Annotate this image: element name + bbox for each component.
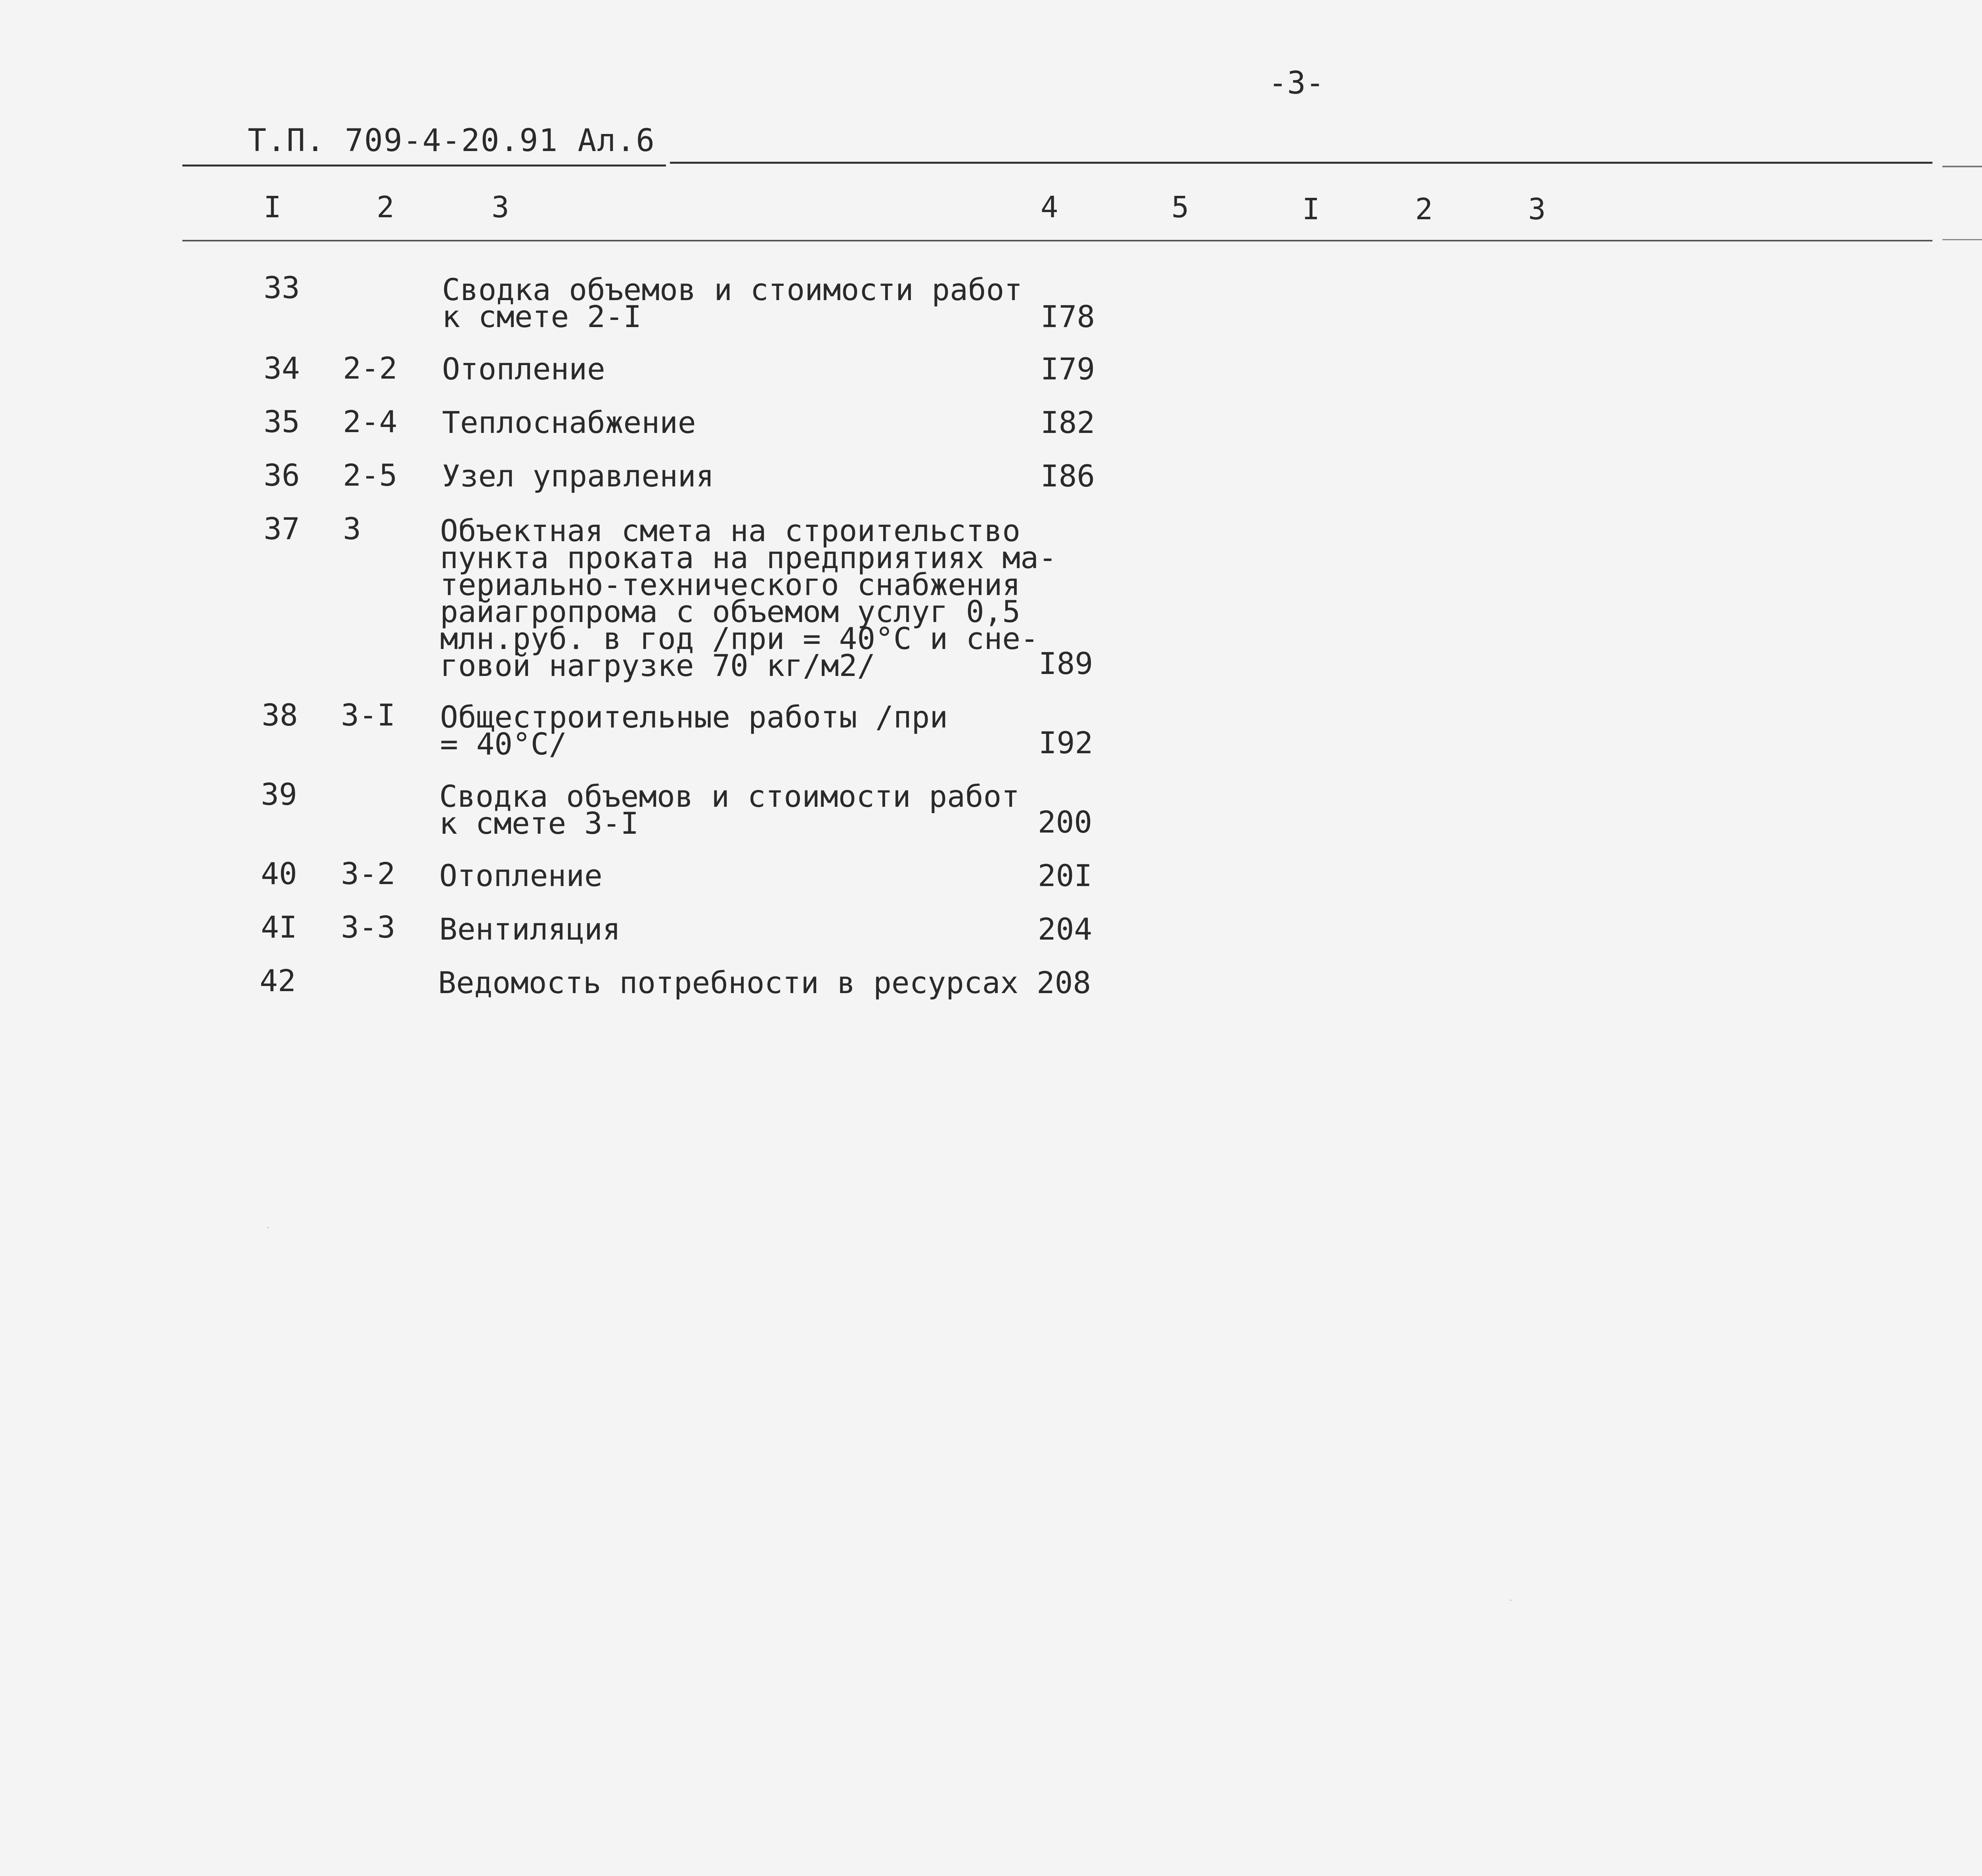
row-number: 36 xyxy=(264,458,300,493)
row-page: I78 xyxy=(1041,299,1095,334)
row-number: 33 xyxy=(264,270,300,305)
row-number: 4I xyxy=(261,909,297,945)
row-code: 3-2 xyxy=(341,856,396,891)
row-page: I86 xyxy=(1041,458,1095,494)
col-header-left-4: 4 xyxy=(1041,190,1058,224)
row-code: 2-5 xyxy=(343,458,398,493)
row-title: Теплоснабжение xyxy=(442,405,696,440)
column-header-rule-right xyxy=(1942,239,1982,240)
col-header-right-2: 2 xyxy=(1415,192,1433,226)
row-number: 34 xyxy=(264,350,300,386)
row-page: I92 xyxy=(1039,725,1093,760)
row-page: 208 xyxy=(1037,965,1091,1000)
row-page: I79 xyxy=(1041,351,1095,387)
row-page: I89 xyxy=(1039,646,1093,681)
row-code: 3-3 xyxy=(341,909,396,945)
row-code: 3-I xyxy=(341,697,396,733)
row-code: 2-4 xyxy=(343,404,398,439)
row-code: 3 xyxy=(343,511,361,546)
row-number: 38 xyxy=(262,697,298,733)
header-rule-left xyxy=(182,165,666,167)
col-header-left-1: I xyxy=(264,190,281,224)
row-number: 35 xyxy=(264,404,300,439)
row-title: Сводка объемов и стоимости работ к смете 2-I xyxy=(442,272,1023,334)
row-page: 200 xyxy=(1038,804,1092,840)
col-header-right-3: 3 xyxy=(1528,192,1546,226)
col-header-left-3: 3 xyxy=(492,190,509,224)
row-number: 37 xyxy=(264,511,300,546)
row-title: Ведомость потребности в ресурсах xyxy=(438,965,1019,1000)
col-header-right-1: I xyxy=(1302,192,1320,226)
row-code: 2-2 xyxy=(343,350,398,386)
document-code: Т.П. 709-4-20.91 Ал.6 xyxy=(248,123,656,159)
row-title: Отопление xyxy=(439,858,603,893)
row-number: 42 xyxy=(260,963,296,998)
row-page: 204 xyxy=(1038,911,1092,947)
col-header-left-5: 5 xyxy=(1171,190,1189,224)
row-title: Сводка объемов и стоимости работ к смете 3-I xyxy=(439,779,1020,841)
col-header-left-2: 2 xyxy=(377,190,394,224)
header-rule-middle xyxy=(670,162,1932,164)
header-rule-right xyxy=(1942,166,1982,167)
row-title: Отопление xyxy=(442,351,605,387)
column-header-rule-left xyxy=(182,240,1932,241)
scan-speck xyxy=(268,1227,269,1228)
row-title: Объектная смета на строительство пункта проката на предприятиях ма- териально-технического снабжения райагропрома с объемом услуг 0,5 млн.руб. в год /при = 40°C и сне- говой нагрузке 70 кг/м2/ xyxy=(440,513,1057,683)
row-number: 39 xyxy=(261,777,297,812)
row-page: I82 xyxy=(1041,405,1095,440)
row-page: 20I xyxy=(1038,858,1092,893)
row-title: Вентиляция xyxy=(439,911,621,947)
row-number: 40 xyxy=(261,856,297,891)
row-title: Общестроительные работы /при = 40°C/ xyxy=(440,699,948,762)
page-number: -3- xyxy=(1268,65,1324,101)
row-title: Узел управления xyxy=(442,458,714,494)
scan-speck xyxy=(1510,1600,1511,1601)
